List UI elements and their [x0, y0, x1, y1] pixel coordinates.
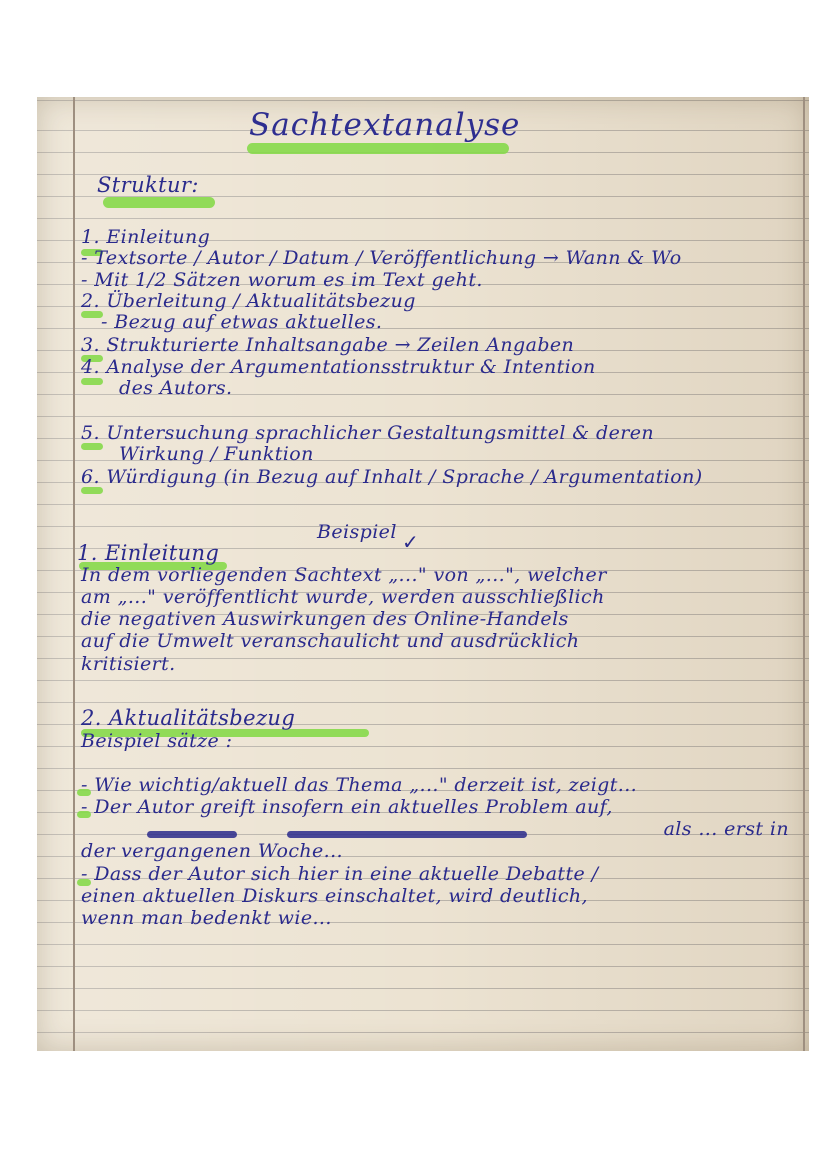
- left-margin-line: [73, 97, 75, 1051]
- beispielsaetze-label: Beispiel sätze :: [81, 730, 233, 752]
- struktur-item-1: 1. Einleitung: [81, 226, 211, 248]
- crossed-out-word-1: [147, 831, 237, 838]
- einleitung-line-1: In dem vorliegenden Sachtext „..." von „...", welcher: [81, 564, 607, 586]
- struktur-highlight: [103, 197, 215, 208]
- einleitung-line-2: am „..." veröffentlicht wurde, werden ausschließlich: [81, 586, 605, 608]
- einleitung-line-3: die negativen Auswirkungen des Online-Handels: [81, 608, 569, 630]
- struktur-item-11: 6. Würdigung (in Bezug auf Inhalt / Sprache / Argumentation): [81, 466, 703, 488]
- item-highlight-5: [81, 443, 103, 450]
- struktur-item-9: 5. Untersuchung sprachlicher Gestaltungsmittel & deren: [81, 422, 654, 444]
- struktur-item-5: - Bezug auf etwas aktuelles.: [101, 311, 383, 333]
- crossed-out-word-2: [287, 831, 527, 838]
- struktur-item-10: Wirkung / Funktion: [119, 443, 314, 465]
- einleitung-heading: 1. Einleitung: [77, 541, 220, 565]
- struktur-item-2: - Textsorte / Autor / Datum / Veröffentlichung → Wann & Wo: [81, 247, 682, 269]
- struktur-item-7: 4. Analyse der Argumentationsstruktur & Intention: [81, 356, 596, 378]
- struktur-item-8: des Autors.: [119, 377, 233, 399]
- title-highlight: [247, 143, 509, 154]
- einleitung-line-4: auf die Umwelt veranschaulicht und ausdrücklich: [81, 630, 580, 652]
- struktur-item-6: 3. Strukturierte Inhaltsangabe → Zeilen Angaben: [81, 334, 575, 356]
- notebook-page: [37, 97, 809, 1051]
- struktur-item-3: - Mit 1/2 Sätzen worum es im Text geht.: [81, 269, 483, 291]
- page-title: Sachtextanalyse: [249, 107, 521, 143]
- item-highlight-6: [81, 487, 103, 494]
- einleitung-line-5: kritisiert.: [81, 653, 176, 675]
- checkmark-icon: ✓: [402, 530, 419, 554]
- aktualitaet-heading: 2. Aktualitätsbezug: [81, 706, 296, 730]
- struktur-item-4: 2. Überleitung / Aktualitätsbezug: [81, 290, 416, 312]
- struktur-heading: Struktur:: [97, 173, 199, 197]
- item-highlight-4: [81, 378, 103, 385]
- aktualitaet-line-3: als ... erst in: [663, 818, 789, 840]
- aktualitaet-line-4: der vergangenen Woche...: [81, 840, 343, 862]
- item-highlight-2: [81, 311, 103, 318]
- beispiel-label: Beispiel: [317, 521, 397, 543]
- aktualitaet-line-5: - Dass der Autor sich hier in eine aktuelle Debatte /: [81, 863, 599, 885]
- aktualitaet-line-6: einen aktuellen Diskurs einschaltet, wird deutlich,: [81, 885, 588, 907]
- aktualitaet-line-2: - Der Autor greift insofern ein aktuelles Problem auf,: [81, 796, 613, 818]
- aktualitaet-line-7: wenn man bedenkt wie...: [81, 907, 332, 929]
- aktualitaet-line-1: - Wie wichtig/aktuell das Thema „..." derzeit ist, zeigt...: [81, 774, 638, 796]
- right-margin-line: [803, 97, 805, 1051]
